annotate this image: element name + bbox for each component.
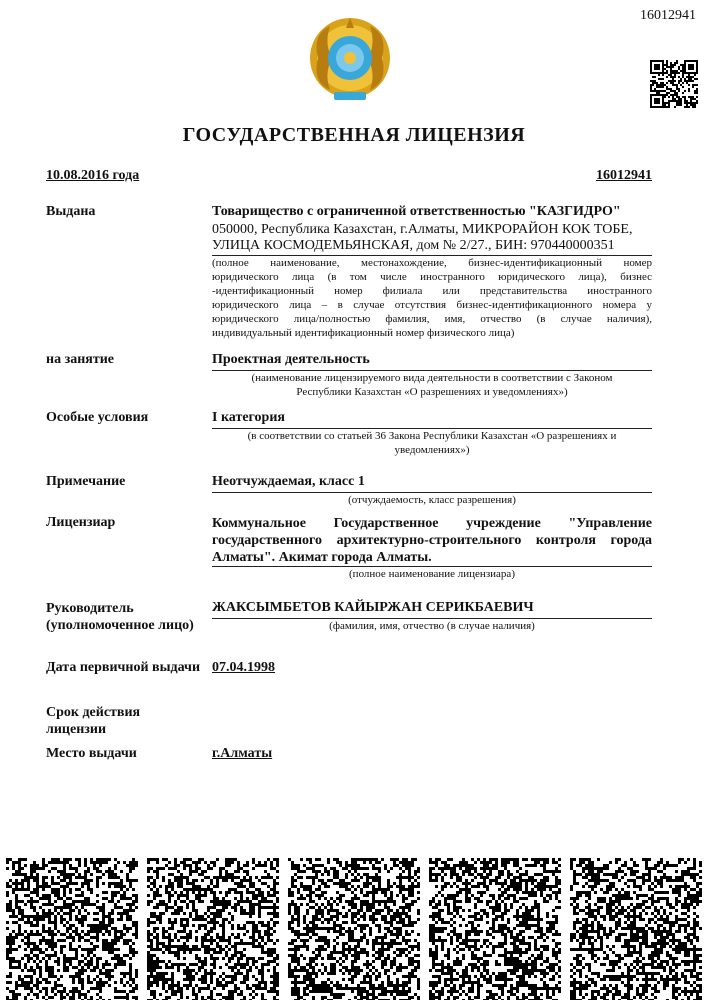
activity-rule bbox=[212, 370, 652, 371]
head-caption: (фамилия, имя, отчество (в случае наличия) bbox=[329, 620, 535, 632]
head-label bbox=[46, 600, 194, 634]
issued-to-address-line1: 050000, Республика Казахстан, г.Алматы, МИКРОРАЙОН КОК ТОБЕ, bbox=[212, 222, 633, 237]
conditions-value: I категория bbox=[212, 410, 285, 425]
licensor-rule bbox=[212, 566, 652, 567]
caption-line: юридического лица – в случае отсутствия бизнес-идентификационного номера у bbox=[212, 299, 652, 311]
head-label-line: Руководитель bbox=[46, 601, 134, 616]
caption-line: Республики Казахстан «О разрешениях и уведомлениях») bbox=[296, 385, 568, 398]
state-emblem-icon bbox=[308, 14, 392, 104]
validity-label bbox=[46, 704, 140, 738]
note-label: Примечание bbox=[46, 474, 126, 489]
caption-line: индивидуальный идентификационный номер физического лица) bbox=[212, 327, 515, 339]
licensor-line: государственного архитектурно-строительного контроля города bbox=[212, 533, 652, 548]
document-title: ГОСУДАРСТВЕННАЯ ЛИЦЕНЗИЯ bbox=[182, 124, 526, 146]
document-number-top: 16012941 bbox=[640, 8, 696, 23]
licensor-line: Коммунальное Государственное учреждение "Управление bbox=[212, 516, 652, 531]
conditions-label: Особые условия bbox=[46, 410, 149, 425]
licensor-caption: (полное наименование лицензиара) bbox=[349, 568, 515, 580]
license-number: 16012941 bbox=[596, 168, 652, 183]
activity-label: на занятие bbox=[46, 352, 114, 367]
place-value: г.Алматы bbox=[212, 746, 273, 761]
issued-to-caption bbox=[212, 256, 652, 340]
qr-code-icon bbox=[650, 60, 698, 108]
activity-caption bbox=[212, 372, 652, 400]
conditions-caption bbox=[212, 430, 652, 458]
data-matrix-code-icon bbox=[0, 858, 708, 1000]
head-label-line: (уполномоченное лицо) bbox=[46, 618, 194, 633]
issued-to-org: Товарищество с ограниченной ответственностью "КАЗГИДРО" bbox=[212, 204, 621, 219]
issued-to-label: Выдана bbox=[46, 204, 96, 219]
licensor-label: Лицензиар bbox=[46, 515, 116, 530]
validity-label-line: лицензии bbox=[46, 722, 107, 737]
issue-date: 10.08.2016 года bbox=[46, 168, 140, 183]
caption-line: юридического лица/полностью фамилия, имя, отчество (в случае наличия), bbox=[212, 313, 652, 325]
note-value: Неотчуждаемая, класс 1 bbox=[212, 474, 365, 489]
bottom-codes bbox=[0, 858, 708, 1000]
licensor-line: Алматы". Акимат города Алматы. bbox=[212, 550, 432, 565]
caption-line: уведомлениях») bbox=[394, 443, 470, 456]
caption-line: -идентификационный номер филиала или представительства иностранного bbox=[212, 285, 652, 297]
caption-line: юридического лица (в том числе иностранного юридического лица), бизнес bbox=[212, 271, 652, 283]
note-caption: (отчуждаемость, класс разрешения) bbox=[348, 494, 516, 506]
activity-value: Проектная деятельность bbox=[212, 352, 370, 367]
first-issue-value: 07.04.1998 bbox=[212, 660, 275, 675]
head-value: ЖАКСЫМБЕТОВ КАЙЫРЖАН СЕРИКБАЕВИЧ bbox=[212, 600, 534, 615]
caption-line: (полное наименование, местонахождение, бизнес-идентификационный номер bbox=[212, 257, 652, 269]
issued-to-address-line2: УЛИЦА КОСМОДЕМЬЯНСКАЯ, дом № 2/27., БИН: 970440000351 bbox=[212, 238, 615, 253]
licensor-value bbox=[212, 515, 652, 566]
caption-line: (наименование лицензируемого вида деятельности в соответствии с Законом bbox=[251, 372, 613, 384]
conditions-rule bbox=[212, 428, 652, 429]
place-label: Место выдачи bbox=[46, 746, 137, 761]
caption-line: (в соответствии со статьей 36 Закона Республики Казахстан «О разрешениях и bbox=[247, 430, 617, 442]
validity-label-line: Срок действия bbox=[46, 705, 141, 720]
head-rule bbox=[212, 618, 652, 619]
first-issue-label: Дата первичной выдачи bbox=[46, 660, 201, 675]
note-rule bbox=[212, 492, 652, 493]
